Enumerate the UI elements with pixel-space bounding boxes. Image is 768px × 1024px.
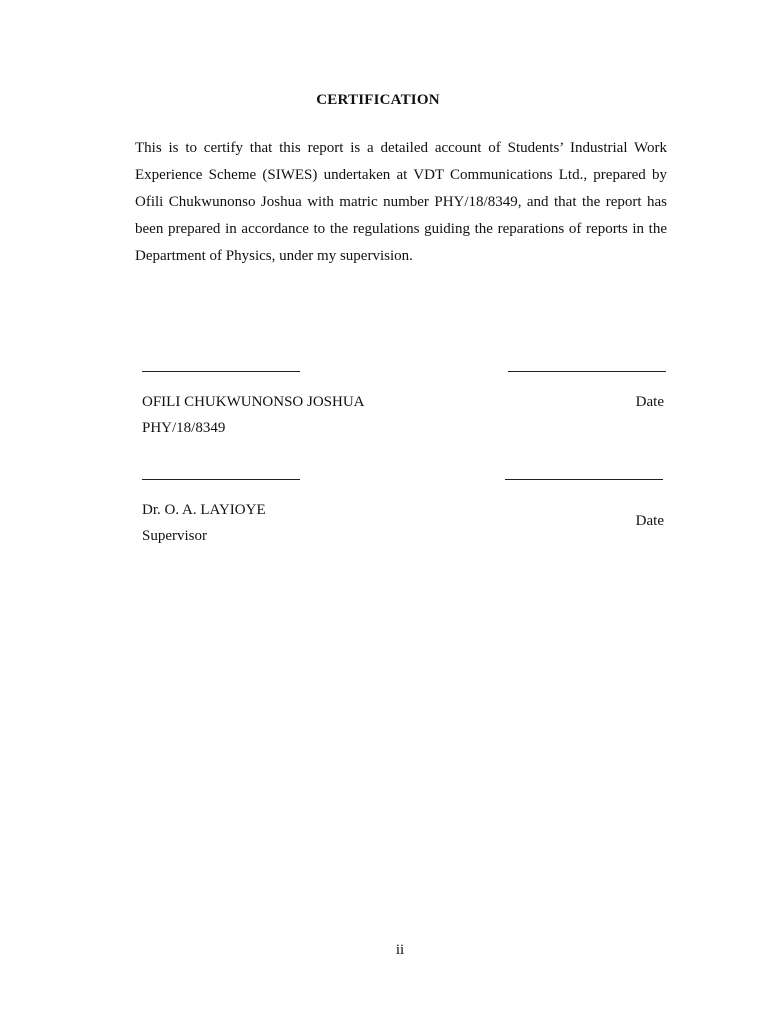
- student-signature-line: [142, 371, 300, 372]
- student-date-label: Date: [635, 394, 664, 410]
- supervisor-date-line: [505, 479, 663, 480]
- supervisor-signature-line: [142, 479, 300, 480]
- supervisor-name: Dr. O. A. LAYIOYE: [142, 502, 266, 518]
- supervisor-role: Supervisor: [142, 528, 207, 544]
- page-number: ii: [395, 942, 405, 958]
- student-matric-number: PHY/18/8349: [142, 420, 226, 436]
- student-date-line: [508, 371, 666, 372]
- supervisor-date-label: Date: [635, 513, 664, 529]
- student-name: OFILI CHUKWUNONSO JOSHUA: [142, 394, 365, 410]
- page-title: CERTIFICATION: [316, 92, 440, 108]
- certification-paragraph: This is to certify that this report is a detailed account of Students’ Industrial Work Experience Scheme (SIWES) undertaken at VDT Communications Ltd., prepared by Ofili Chukwunonso Joshua with matric number PHY/18/8349, and that the report has been prepared in accordance to the regulations guiding the reparations of reports in the Department of Physics, under my supervision.: [135, 140, 667, 264]
